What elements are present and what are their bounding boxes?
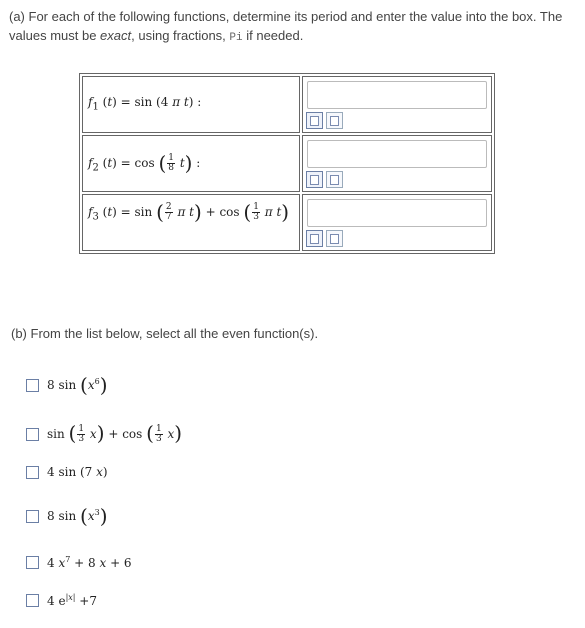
equation-editor-icon[interactable] xyxy=(306,171,323,188)
part-b-prompt: (b) From the list below, select all the even function(s). xyxy=(11,326,319,341)
preview-icon[interactable] xyxy=(326,230,343,247)
function-1-label: $f_1$ (t) = sin (4 π t) : xyxy=(88,95,202,113)
functions-table xyxy=(79,73,495,254)
function-2-cell xyxy=(82,135,300,192)
period-input-2[interactable] xyxy=(307,140,487,168)
function-2-answer-cell xyxy=(302,135,492,192)
preview-icon[interactable] xyxy=(326,112,343,129)
function-2-label: $f_2$ (t) = cos ( $\frac{1}{8}$ t) : xyxy=(88,150,201,175)
checkbox[interactable] xyxy=(26,556,39,569)
option-4[interactable]: 8 $\sin (x^3)$ xyxy=(26,504,108,528)
function-1-cell xyxy=(82,76,300,133)
option-1[interactable]: 8 $\sin (x^6)$ xyxy=(26,373,108,397)
option-2[interactable]: sin ( $\frac{1}{3}$ x) + cos ( $\frac{1}{3}$ x) xyxy=(26,422,182,446)
equation-editor-icon[interactable] xyxy=(306,230,323,247)
option-3[interactable]: 4 sin (7 x) xyxy=(26,460,108,484)
checkbox[interactable] xyxy=(26,428,39,441)
function-3-cell xyxy=(82,194,300,251)
checkbox[interactable] xyxy=(26,379,39,392)
option-6[interactable]: 4 $e^{|x|} +7$ xyxy=(26,588,97,612)
function-1-answer-cell xyxy=(302,76,492,133)
function-3-answer-cell xyxy=(302,194,492,251)
period-input-3[interactable] xyxy=(307,199,487,227)
checkbox[interactable] xyxy=(26,594,39,607)
period-input-1[interactable] xyxy=(307,81,487,109)
checkbox[interactable] xyxy=(26,510,39,523)
function-3-label: $f_3$ (t) = sin ( $\frac{2}{7}$ π t) + cos ( $\frac{1}{3}$ π t) xyxy=(88,199,290,224)
checkbox[interactable] xyxy=(26,466,39,479)
option-5[interactable]: 4 $x^7 + 8$ x + 6 xyxy=(26,550,132,574)
equation-editor-icon[interactable] xyxy=(306,112,323,129)
preview-icon[interactable] xyxy=(326,171,343,188)
part-a-instructions: (a) For each of the following functions, determine its period and enter the value into the box. The values must be exact, using fractions, Pi if needed. xyxy=(9,9,563,44)
